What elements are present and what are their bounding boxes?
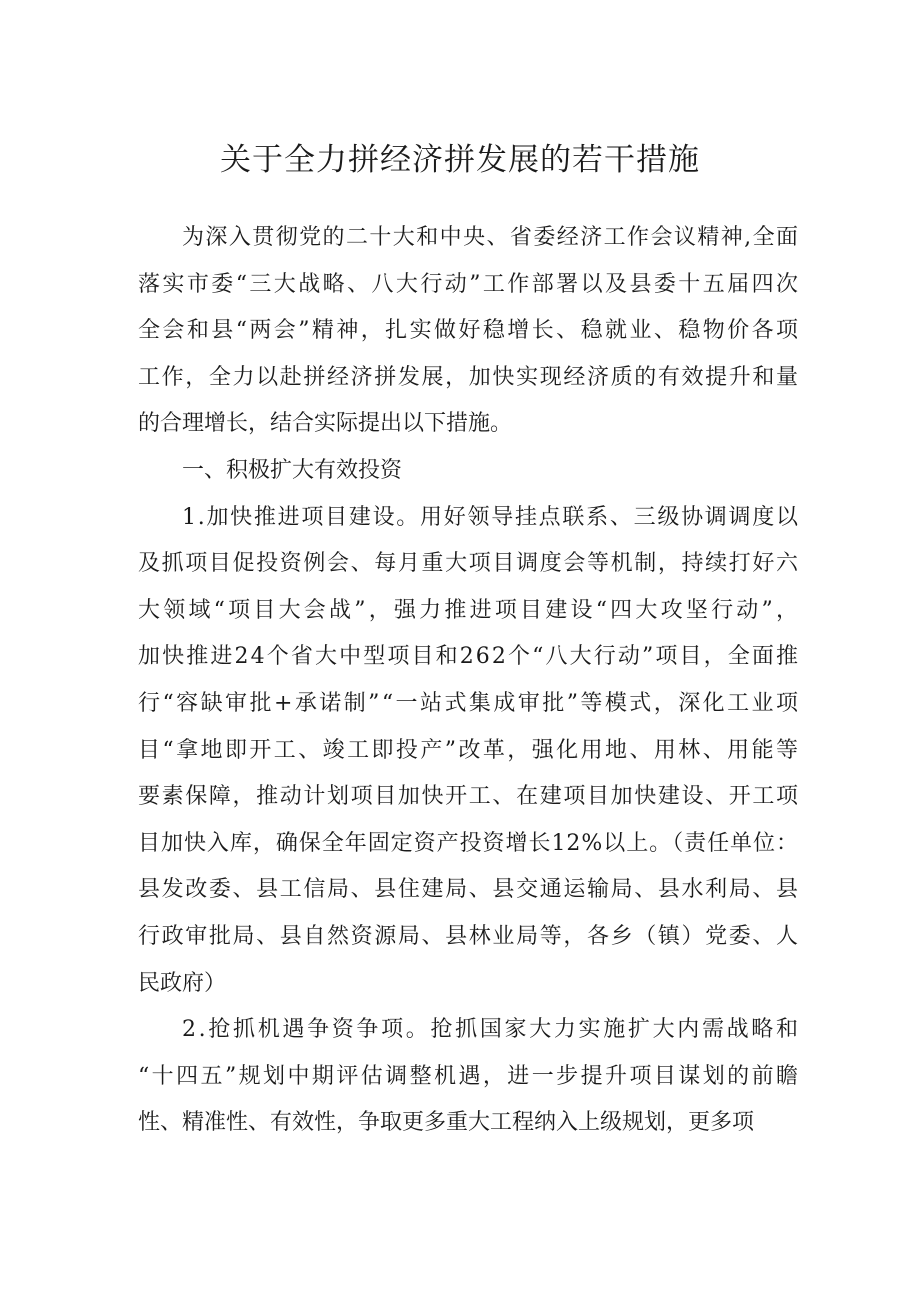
paragraph-line: 性、精准性、有效性，争取更多重大工程纳入上级规划，更多项 <box>138 1110 755 1136</box>
paragraph-line: 1.加快推进项目建设。用好领导挂点联系、三级协调调度以 <box>182 504 800 530</box>
paragraph-line: 目“拿地即开工、竣工即投产”改革，强化用地、用林、用能等 <box>138 737 801 763</box>
paragraph-line: 全会和县“两会”精神，扎实做好稳增长、稳就业、稳物价各项 <box>138 318 801 344</box>
paragraph-line: 目加快入库，确保全年固定资产投资增长12%以上。（责任单位： <box>138 830 799 856</box>
paragraph-line: 的合理增长，结合实际提出以下措施。 <box>138 411 513 437</box>
paragraph-line: 大领域“项目大会战”，强力推进项目建设“四大攻坚行动”， <box>138 597 802 623</box>
paragraph-line: 行“容缺审批+承诺制”“一站式集成审批”等模式，深化工业项 <box>138 690 801 716</box>
paragraph-line: 落实市委“三大战略、八大行动”工作部署以及县委十五届四次 <box>138 271 801 297</box>
paragraph-line: 行政审批局、县自然资源局、县林业局等，各乡（镇）党委、人 <box>138 923 800 949</box>
paragraph-line: 工作，全力以赴拼经济拼发展，加快实现经济质的有效提升和量 <box>138 364 800 390</box>
paragraph-line: 为深入贯彻党的二十大和中央、省委经济工作会议精神,全面 <box>182 225 800 250</box>
paragraph-line: “十四五”规划中期评估调整机遇，进一步提升项目谋划的前瞻 <box>138 1063 801 1089</box>
paragraph-line: 县发改委、县工信局、县住建局、县交通运输局、县水利局、县 <box>138 877 800 903</box>
paragraph-line: 要素保障，推动计划项目加快开工、在建项目加快建设、开工项 <box>138 784 800 810</box>
paragraph-line: 2.抢抓机遇争资争项。抢抓国家大力实施扩大内需战略和 <box>182 1017 801 1043</box>
paragraph-line: 加快推进24个省大中型项目和262个“八大行动”项目，全面推 <box>138 644 801 670</box>
document-body <box>138 215 802 1147</box>
paragraph-line: 及抓项目促投资例会、每月重大项目调度会等机制，持续打好六 <box>138 551 800 577</box>
paragraph-line: 民政府） <box>138 970 227 996</box>
section-heading: 一、积极扩大有效投资 <box>182 457 403 483</box>
document-title: 关于全力拼经济拼发展的若干措施 <box>220 142 700 178</box>
